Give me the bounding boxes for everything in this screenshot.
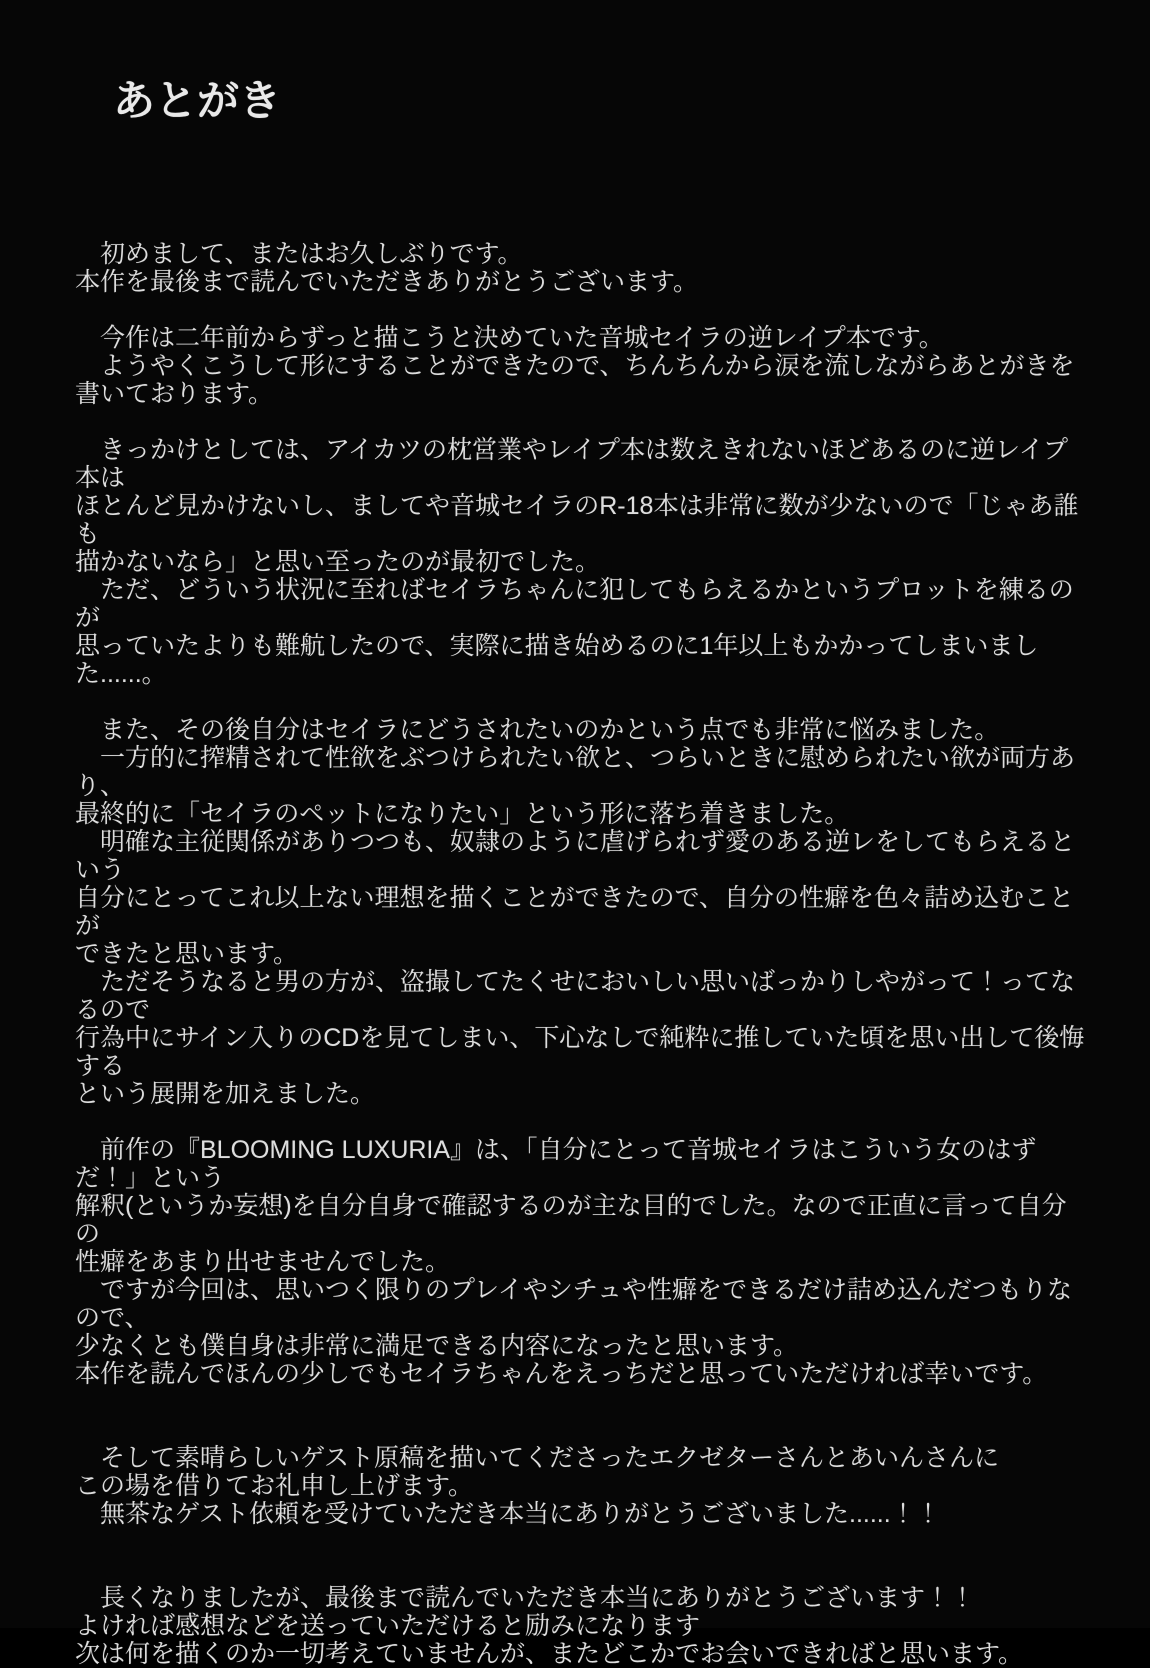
- text-line: 明確な主従関係がありつつも、奴隷のように虐げられず愛のある逆レをしてもらえるという: [75, 828, 1076, 884]
- text-line: 今作は二年前からずっと描こうと決めていた音城セイラの逆レイプ本です。: [75, 324, 944, 352]
- paragraph-intro: [75, 324, 1087, 408]
- paragraph-guest-thanks: [75, 1444, 1087, 1528]
- text-line: ようやくこうして形にすることができたので、ちんちんから涙を流しながらあとがきを: [75, 352, 1075, 380]
- text-line: 次は何を描くのか一切考えていませんが、またどこかでお会いできればと思います。: [75, 1640, 1024, 1668]
- text-line: 初めまして、またはお久しぶりです。: [75, 240, 523, 268]
- text-line: できたと思います。: [75, 940, 299, 968]
- text-line: 長くなりましたが、最後まで読んでいただき本当にありがとうございます！！: [75, 1584, 976, 1612]
- text-line: 解釈(というか妄想)を自分自身で確認するのが主な目的でした。なので正直に言って自分の: [75, 1192, 1067, 1248]
- text-line: 本作を読んでほんの少しでもセイラちゃんをえっちだと思っていただければ幸いです。: [75, 1360, 1048, 1388]
- text-line: きっかけとしては、アイカツの枕営業やレイプ本は数えきれないほどあるのに逆レイプ本は: [75, 436, 1069, 492]
- paragraph-concept: [75, 716, 1087, 1108]
- text-line: 行為中にサイン入りのCDを見てしまい、下心なしで純粋に推していた頃を思い出して後悔する: [75, 1024, 1085, 1080]
- text-line: ただ、どういう状況に至ればセイラちゃんに犯してもらえるかというプロットを練るのが: [75, 576, 1074, 632]
- afterword-body: [75, 240, 1087, 1668]
- text-line: 自分にとってこれ以上ない理想を描くことができたので、自分の性癖を色々詰め込むことが: [75, 884, 1075, 940]
- text-line: ただそうなると男の方が、盗撮してたくせにおいしい思いばっかりしやがって！ってなるので: [75, 968, 1076, 1024]
- text-line: ほとんど見かけないし、ましてや音城セイラのR-18本は非常に数が少ないので「じゃあ誰も: [75, 492, 1079, 548]
- paragraph-motivation: [75, 436, 1087, 688]
- text-line: 少なくとも僕自身は非常に満足できる内容になったと思います。: [75, 1332, 799, 1360]
- paragraph-greeting: [75, 240, 1087, 296]
- text-line: 最終的に「セイラのペットになりたい」という形に落ち着きました。: [75, 800, 850, 828]
- text-line: この場を借りてお礼申し上げます。: [75, 1472, 474, 1500]
- text-line: 本作を最後まで読んでいただきありがとうございます。: [75, 268, 699, 296]
- text-line: 無茶なゲスト依頼を受けていただき本当にありがとうございました......！！: [75, 1500, 941, 1528]
- text-line: 書いております。: [75, 380, 274, 408]
- text-line: 前作の『BLOOMING LUXURIA』は、「自分にとって音城セイラはこういう女のはずだ！」という: [75, 1136, 1037, 1192]
- text-line: 一方的に搾精されて性欲をぶつけられたい欲と、つらいときに慰められたい欲が両方あり、: [75, 744, 1076, 800]
- paragraph-closing: [75, 1584, 1087, 1668]
- paragraph-previous-work: [75, 1136, 1087, 1388]
- text-line: よければ感想などを送っていただけると励みになります: [75, 1612, 701, 1640]
- text-line: ですが今回は、思いつく限りのプレイやシチュや性癖をできるだけ詰め込んだつもりなので、: [75, 1276, 1073, 1332]
- text-line: そして素晴らしいゲスト原稿を描いてくださったエクゼターさんとあいんさんに: [75, 1444, 1000, 1472]
- text-line: という展開を加えました。: [75, 1080, 376, 1108]
- text-line: 思っていたよりも難航したので、実際に描き始めるのに1年以上もかかってしまいました......。: [75, 632, 1039, 688]
- text-line: 性癖をあまり出せませんでした。: [75, 1248, 451, 1276]
- text-line: 描かないなら」と思い至ったのが最初でした。: [75, 548, 601, 576]
- page-title: あとがき: [113, 79, 282, 125]
- text-line: また、その後自分はセイラにどうされたいのかという点でも非常に悩みました。: [75, 716, 1000, 744]
